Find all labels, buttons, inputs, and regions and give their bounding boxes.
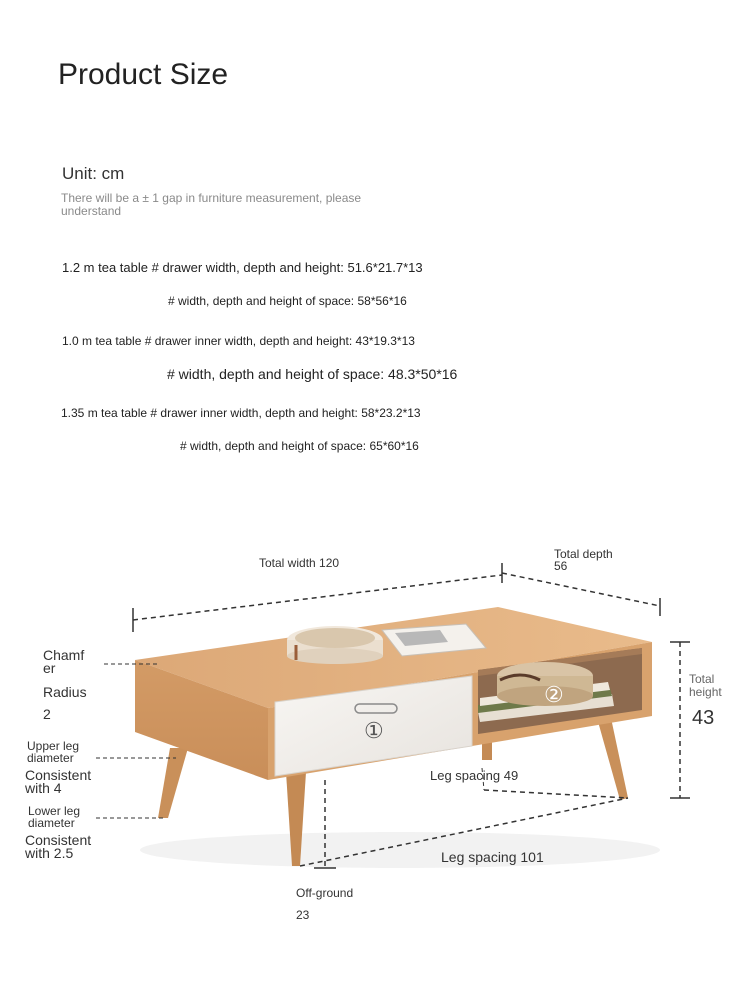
total-depth-label-2: 56 [554, 559, 568, 573]
back-leg-right [597, 718, 628, 800]
total-height-value: 43 [692, 707, 715, 729]
spec-line-3: 1.0 m tea table # drawer inner width, depth and height: 43*19.3*13 [62, 334, 415, 348]
total-width-label: Total width 120 [259, 556, 340, 570]
lower-consistent-label-2: with 2.5 [25, 845, 74, 861]
leg-spacing-101-label: Leg spacing 101 [441, 849, 544, 865]
lower-consistent-label-1: Consistent [25, 832, 92, 848]
upper-consistent-label-1: Consistent [25, 767, 92, 783]
spec-line-4: # width, depth and height of space: 48.3*50*16 [167, 366, 458, 382]
lower-leg-label-2: diameter [28, 816, 75, 830]
radius-value: 2 [43, 706, 51, 722]
total-depth-line [502, 573, 660, 606]
spec-line-2: # width, depth and height of space: 58*56*16 [168, 294, 407, 308]
off-ground-value: 23 [296, 908, 310, 922]
unit-label: Unit: cm [62, 164, 125, 183]
measurement-note: There will be a ± 1 gap in furniture measurement, please understand [61, 191, 362, 218]
drawer-marker: ① [364, 718, 384, 743]
lower-leg-label-1: Lower leg [28, 804, 81, 818]
spec-line-1: 1.2 m tea table # drawer width, depth and height: 51.6*21.7*13 [62, 260, 423, 275]
total-height-label-2: height [689, 685, 722, 699]
total-depth-label-1: Total depth [554, 547, 613, 561]
back-leg-left [482, 742, 492, 760]
off-ground-label: Off-ground [296, 886, 354, 900]
leg-spacing-49-line [484, 790, 628, 798]
shelf-marker: ② [544, 682, 564, 707]
leg-spacing-49-label: Leg spacing 49 [430, 768, 519, 783]
chamfer-label-2: er [43, 660, 56, 676]
total-height-label-1: Total [689, 672, 715, 686]
spec-line-6: # width, depth and height of space: 65*60*16 [180, 439, 419, 453]
spec-line-5: 1.35 m tea table # drawer inner width, depth and height: 58*23.2*13 [61, 406, 421, 420]
upper-consistent-label-2: with 4 [25, 780, 62, 796]
chamfer-label-1: Chamf [43, 647, 85, 663]
page-title: Product Size [58, 58, 229, 91]
upper-leg-label-1: Upper leg [27, 739, 80, 753]
upper-leg-label-2: diameter [27, 751, 74, 765]
radius-label: Radius [43, 684, 87, 700]
total-width-line [133, 575, 502, 620]
floor-shadow [140, 832, 660, 868]
